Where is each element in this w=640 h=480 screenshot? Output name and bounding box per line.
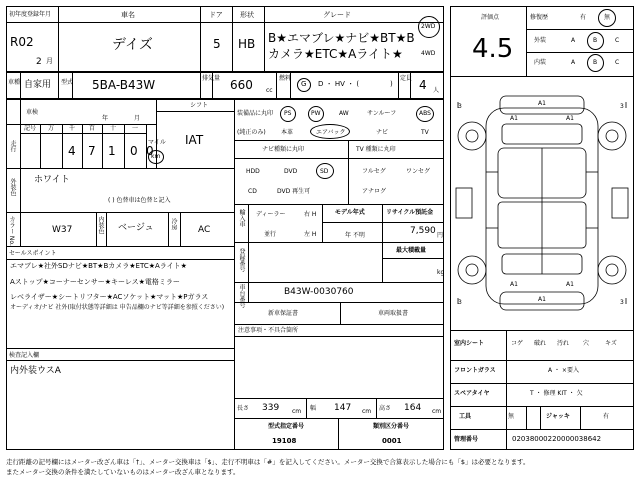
jack-label: ジャッキ — [546, 413, 570, 420]
seat-item-3: 汚れ — [557, 340, 570, 347]
capacity-label: 定員 — [400, 75, 413, 82]
spare-value: T ・ 修理 KIT ・ 欠 — [530, 390, 583, 397]
seat-item-5: キズ — [605, 340, 617, 347]
color-no-label: カラー No. — [8, 216, 15, 246]
footer-line-1: 走行距離の記号欄にはメーター改ざん車は「†」、メーター交換車は「$」、走行不明車は「#」を記入してください。メーター交換で合算表示した場合にも「$」は必要となります。 — [6, 458, 530, 466]
score: 4.5 — [472, 34, 514, 64]
equipment-sublabel: (純正のみ) — [237, 129, 266, 136]
sunroof: サンルーフ — [367, 110, 397, 117]
model-year-label: モデル年式 — [335, 209, 365, 216]
interior-label: 内装色 — [97, 216, 104, 234]
max-load-label: 最大積載量 — [396, 247, 427, 254]
interior-grade-label: 内装 — [534, 59, 547, 66]
navi-cd: CD — [248, 188, 257, 195]
fuel-g: G — [301, 80, 307, 88]
abs: ABS — [419, 110, 431, 117]
exterior-note: ( ) 色替車は色替と記入 — [108, 197, 171, 204]
unit-ichi: 一 — [132, 125, 139, 132]
exterior-color: ホワイト — [34, 175, 70, 185]
import-label: 輸入車 — [238, 209, 245, 227]
ext-grade-b: B — [593, 37, 598, 44]
height-unit: cm — [432, 408, 442, 415]
wheel-mark-3: 3 — [458, 299, 462, 306]
glass-value: A ・ ×要入 — [548, 367, 579, 374]
navi-dvd-play: DVD 再生可 — [277, 188, 311, 195]
length-value: 339 — [262, 403, 280, 413]
ext-grade-c: C — [615, 37, 620, 44]
width-value: 147 — [334, 403, 352, 413]
diagram-label-4: A1 — [538, 296, 546, 303]
tv-analog: アナログ — [362, 188, 387, 195]
navi-type-label: ナビ種類に丸印 — [262, 146, 305, 153]
exterior-label: 外装色 — [9, 178, 16, 196]
inspection-year-label: 年 — [102, 115, 109, 122]
score-label: 評価点 — [481, 14, 500, 21]
diagram-label-6: A1 — [566, 281, 574, 288]
model-year-value: 年 不明 — [345, 232, 365, 239]
unit-juu: 十 — [110, 125, 117, 132]
km-label: km — [151, 153, 161, 160]
aw: AW — [339, 110, 349, 117]
ext-grade-a: A — [571, 37, 576, 44]
diagram-label-3: A1 — [566, 115, 574, 122]
color-no: W37 — [52, 225, 73, 235]
use: 自家用 — [24, 80, 52, 90]
sales-line-4: オーディオ/ナビ 社外(取付状態等詳細は 申告品欄のナビ等詳細を参照ください) — [10, 304, 225, 311]
tv-equip: TV — [421, 129, 429, 136]
car-name-label: 車名 — [121, 11, 135, 19]
footer-line-2: またメーター交換の条件を満たしていないものはメーター改ざん車となります。 — [6, 468, 240, 476]
height-value: 164 — [404, 403, 422, 413]
interior-color: ベージュ — [118, 223, 154, 233]
tools-value: 無 — [508, 413, 515, 420]
fuel-close: ) — [390, 80, 393, 88]
length-label: 長さ — [237, 405, 250, 412]
fuel-label: 燃料 — [279, 75, 292, 82]
repair-label: 修復歴 — [530, 14, 549, 21]
drive-2wd: 2WD — [421, 23, 436, 30]
displacement-label: 排気量 — [202, 75, 221, 82]
leather: 本革 — [281, 129, 294, 136]
type-no-label: 型式指定番号 — [268, 423, 305, 430]
unit-sen: 千 — [69, 125, 76, 132]
type-label: 車種 — [8, 79, 21, 86]
jack-value: 有 — [603, 413, 610, 420]
doors-label: ドア — [209, 11, 223, 19]
grade-label: グレード — [323, 11, 351, 19]
pw: PW — [311, 110, 321, 117]
import-left: 左 H — [304, 231, 317, 238]
diagram-label-1: A1 — [538, 100, 546, 107]
grade-line-1: B★エマブレ★ナビ★BT★B — [268, 31, 415, 45]
equipment-label: 装備品に丸印 — [237, 110, 274, 117]
kg-unit: kg — [437, 269, 445, 276]
mileage-digit-1: 4 — [68, 144, 76, 158]
inspection-month-label: 月 — [134, 115, 141, 122]
shape-label: 形状 — [240, 11, 254, 19]
doors: 5 — [213, 37, 221, 51]
ac-label: 冷房 — [170, 218, 177, 230]
seat-item-1: コゲ — [511, 340, 524, 347]
grade-line-2: カメラ★ETC★Aライト★ — [268, 47, 403, 61]
shift-value: IAT — [185, 133, 204, 147]
chassis-label: 車台番号 — [238, 284, 245, 308]
sales-points-label: セールスポイント — [9, 250, 57, 257]
unit-man: 万 — [48, 125, 55, 132]
height-label: 高さ — [379, 405, 392, 412]
inspector-label: 検査記入欄 — [9, 352, 40, 359]
new-car-warranty: 新車保証書 — [268, 310, 299, 317]
mileage-digit-5: 0 — [146, 144, 154, 158]
shift-label: シフト — [190, 102, 209, 109]
exterior-grade-label: 外装 — [534, 37, 547, 44]
repair-no: 無 — [604, 14, 611, 21]
manage-value: 02038000220000038642 — [512, 435, 602, 443]
import-right: 右 H — [304, 211, 317, 218]
width-label: 幅 — [310, 405, 317, 412]
navi-sd: SD — [320, 168, 329, 175]
capacity: 4 — [419, 78, 427, 92]
reg-month: 2 — [36, 57, 42, 67]
inspection-label: 車検 — [26, 109, 39, 116]
seat-label: 室内シート — [454, 340, 485, 347]
glass-label: フロントガラス — [454, 367, 496, 374]
yen-unit: 円 — [437, 232, 444, 239]
type-no: 19108 — [272, 437, 297, 445]
mile-label: マイル — [148, 139, 166, 146]
spare-label: スペアタイヤ — [454, 390, 490, 397]
persons-unit: 人 — [433, 87, 440, 94]
recycle-value: 7,590 — [410, 226, 436, 236]
sales-line-1: エマブレ★社外SDナビ★BT★Bカメラ★ETC★Aライト★ — [10, 262, 187, 270]
mileage-digit-3: 1 — [108, 144, 116, 158]
repair-yes: 有 — [580, 14, 587, 21]
ps: PS — [284, 110, 292, 117]
mileage-label: 走行 — [9, 140, 16, 152]
unit-hyaku: 百 — [89, 125, 96, 132]
fuel-rest: D ・ HV ・ ( — [318, 80, 360, 88]
shape: HB — [238, 37, 256, 51]
wheel-mark-2: 3 — [620, 103, 624, 110]
navi-hdd: HDD — [246, 168, 260, 175]
tools-label: 工具 — [459, 413, 472, 420]
cc-unit: cc — [266, 87, 273, 94]
chassis-number: B43W-0030760 — [284, 287, 354, 297]
mileage-digit-2: 7 — [88, 144, 96, 158]
notes-label: 注意事項・不具合箇所 — [238, 327, 299, 334]
reg-year: R02 — [10, 35, 34, 49]
class-no: 0001 — [382, 437, 402, 445]
seat-item-2: 破れ — [534, 340, 547, 347]
inspector-text: 内外装ウスA — [10, 366, 61, 376]
manage-label: 管理番号 — [454, 436, 479, 443]
tv-type-label: TV 種類に丸印 — [356, 146, 396, 153]
length-unit: cm — [292, 408, 302, 415]
int-grade-b: B — [593, 59, 598, 66]
class-no-label: 類別区分番号 — [373, 423, 410, 430]
model-label: 型式 — [61, 79, 74, 86]
displacement: 660 — [230, 78, 253, 92]
tv-oneseg: ワンセグ — [406, 168, 431, 175]
int-grade-a: A — [571, 59, 576, 66]
car-damage-diagram — [452, 78, 632, 328]
int-grade-c: C — [615, 59, 620, 66]
width-unit: cm — [362, 408, 372, 415]
tv-fullseg: フルセグ — [362, 168, 386, 175]
reg-year-label: 初年度登録年月 — [9, 11, 52, 18]
drive-4wd: 4WD — [421, 50, 436, 57]
import-parallel: 並行 — [264, 231, 277, 238]
diagram-label-5: A1 — [510, 281, 518, 288]
wheel-mark-1: 3 — [458, 103, 462, 110]
car-name: デイズ — [112, 37, 153, 53]
ac-value: AC — [198, 225, 211, 235]
mileage-digit-4: 0 — [130, 144, 138, 158]
recycle-label: リサイクル預託金 — [386, 209, 434, 216]
registration-label: 登録番号 — [238, 248, 245, 272]
airbag: エアバック — [316, 129, 346, 136]
manual: 車両取扱書 — [378, 310, 409, 317]
navi-dvd: DVD — [284, 168, 298, 175]
sales-line-2: Aストップ★コーナーセンサー★キーレス★電格ミラー — [10, 278, 180, 286]
seat-item-4: 穴 — [583, 340, 590, 347]
diagram-label-2: A1 — [510, 115, 518, 122]
navi-equip: ナビ — [376, 129, 389, 136]
model: 5BA-B43W — [92, 78, 156, 92]
reg-month-unit: 月 — [46, 57, 53, 65]
import-dealer: ディーラー — [256, 211, 286, 218]
mileage-record-label: 記号 — [24, 125, 37, 132]
wheel-mark-4: 3 — [620, 299, 624, 306]
sales-line-3: レベライザー★シートリフター★ACソケット★マット★Pガラス — [10, 293, 209, 301]
